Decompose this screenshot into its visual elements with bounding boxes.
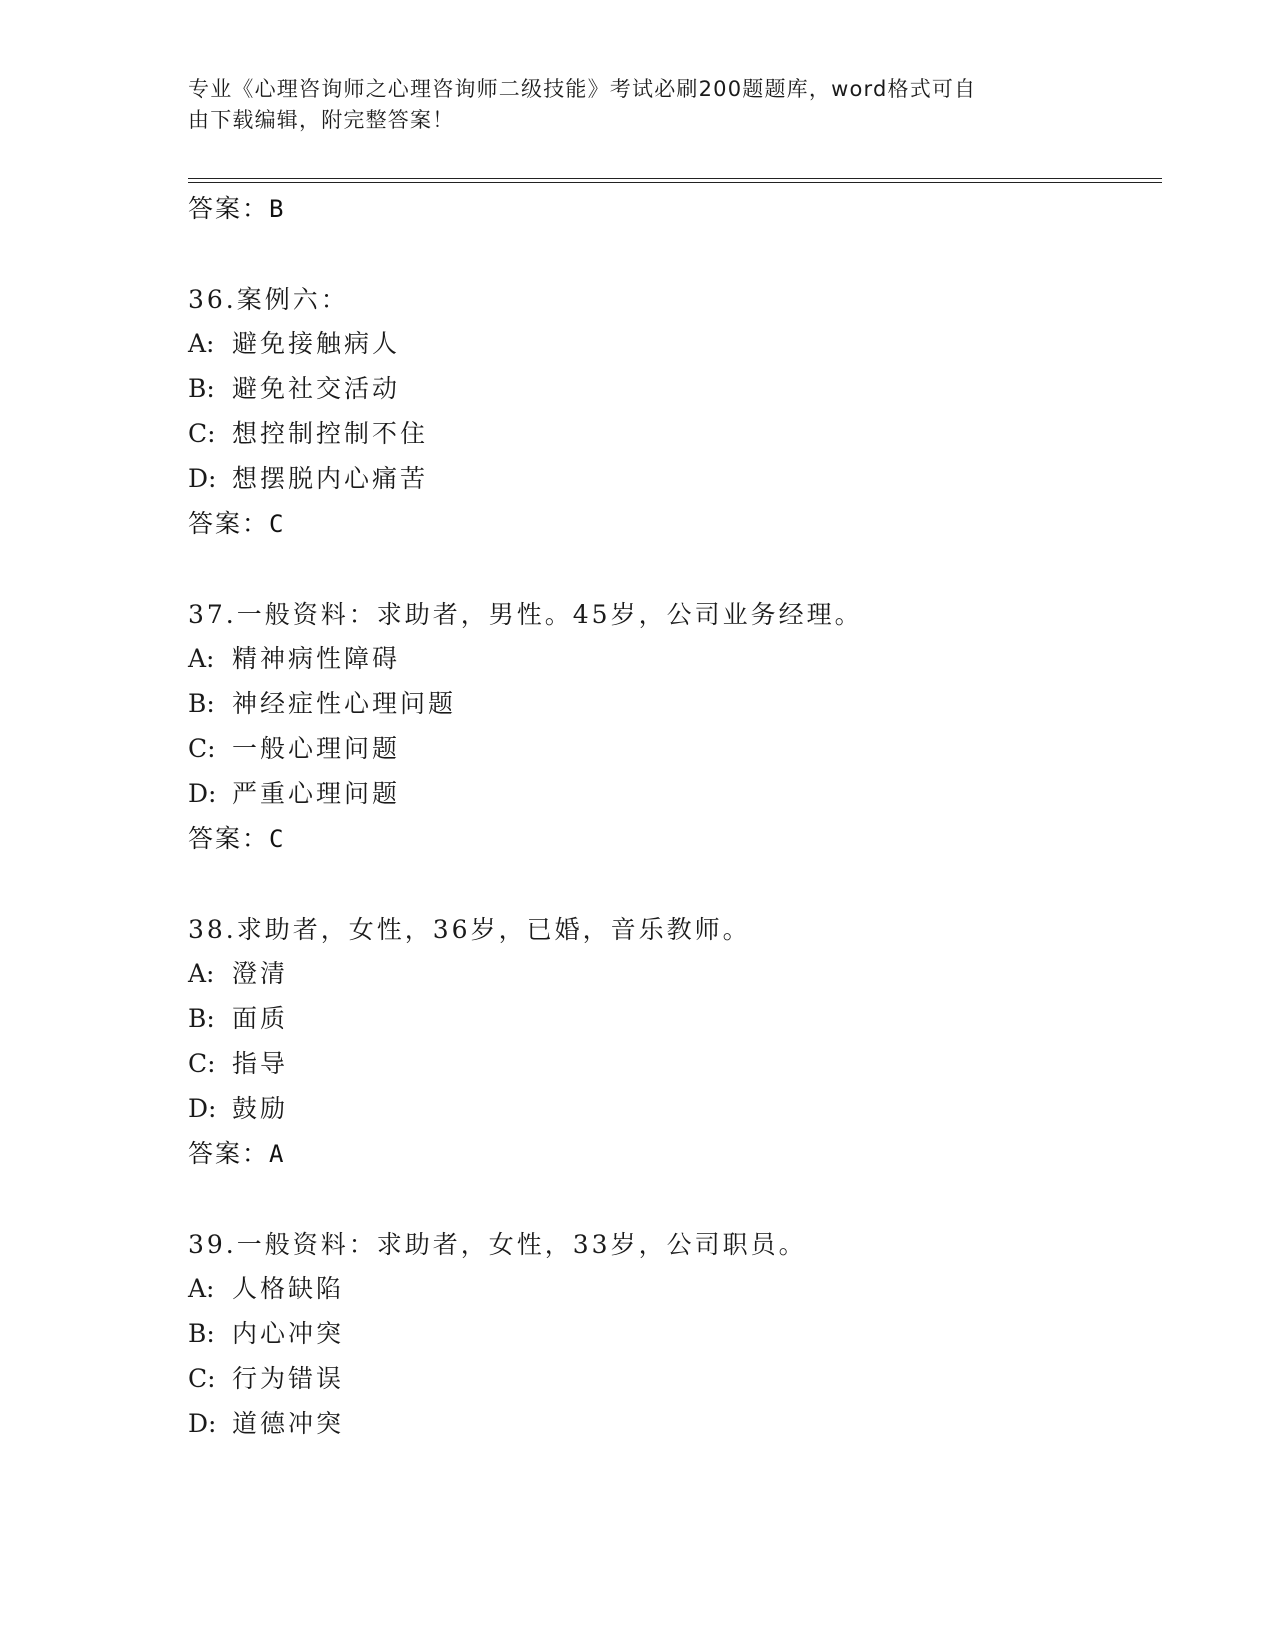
- option-text: 面质: [232, 1004, 289, 1033]
- option-a: [188, 328, 400, 360]
- option-letter: C:: [188, 1049, 216, 1078]
- answer-line: [188, 1138, 285, 1170]
- answer-label: 答案：: [188, 1139, 270, 1168]
- option-text: 内心冲突: [232, 1319, 345, 1348]
- option-b: [188, 373, 400, 405]
- option-text: 人格缺陷: [232, 1274, 345, 1303]
- question-stem: 36.案例六：: [188, 285, 349, 314]
- option-text: 道德冲突: [232, 1409, 345, 1438]
- option-letter: B:: [188, 1319, 215, 1348]
- option-letter: D:: [188, 779, 217, 808]
- option-letter: D:: [188, 1094, 217, 1123]
- option-a: [188, 643, 400, 675]
- option-text: 神经症性心理问题: [232, 689, 457, 718]
- document-header: [188, 74, 1068, 136]
- answer-line: [188, 508, 285, 540]
- option-c: [188, 1363, 344, 1395]
- option-letter: B:: [188, 374, 215, 403]
- option-letter: D:: [188, 464, 217, 493]
- answer-line-prev: [188, 193, 285, 225]
- option-letter: A:: [188, 959, 215, 988]
- option-letter: B:: [188, 689, 215, 718]
- option-a: [188, 1273, 344, 1305]
- option-b: [188, 688, 456, 720]
- answer-value: B: [269, 195, 286, 223]
- option-letter: C:: [188, 1364, 216, 1393]
- option-letter: C:: [188, 734, 216, 763]
- option-c: [188, 1048, 288, 1080]
- option-b: [188, 1318, 344, 1350]
- option-letter: D:: [188, 1409, 217, 1438]
- option-text: 精神病性障碍: [232, 644, 401, 673]
- option-d: [188, 1093, 288, 1125]
- answer-value: C: [269, 825, 286, 853]
- question-stem: 39.一般资料：求助者，女性，33岁，公司职员。: [188, 1230, 807, 1259]
- option-letter: A:: [188, 329, 215, 358]
- answer-label: 答案：: [188, 824, 270, 853]
- option-text: 一般心理问题: [232, 734, 401, 763]
- option-text: 澄清: [232, 959, 289, 988]
- header-line-1: 专业《心理咨询师之心理咨询师二级技能》考试必刷200题题库，word格式可自: [188, 77, 977, 101]
- header-line-2: 由下载编辑，附完整答案！: [188, 108, 455, 132]
- option-d: [188, 778, 400, 810]
- option-text: 想摆脱内心痛苦: [232, 464, 429, 493]
- option-text: 鼓励: [232, 1094, 289, 1123]
- option-a: [188, 958, 288, 990]
- answer-label: 答案：: [188, 509, 270, 538]
- option-text: 避免社交活动: [232, 374, 401, 403]
- answer-line: [188, 823, 285, 855]
- answer-value: C: [269, 510, 286, 538]
- option-letter: A:: [188, 1274, 215, 1303]
- option-text: 严重心理问题: [232, 779, 401, 808]
- answer-label: 答案：: [188, 194, 270, 223]
- option-d: [188, 1408, 344, 1440]
- question-stem: 38.求助者，女性，36岁，已婚，音乐教师。: [188, 915, 751, 944]
- option-text: 指导: [232, 1049, 289, 1078]
- option-text: 避免接触病人: [232, 329, 401, 358]
- option-d: [188, 463, 428, 495]
- header-divider-top: [188, 178, 1162, 179]
- option-letter: B:: [188, 1004, 215, 1033]
- option-letter: C:: [188, 419, 216, 448]
- option-text: 行为错误: [232, 1364, 345, 1393]
- option-letter: A:: [188, 644, 215, 673]
- option-b: [188, 1003, 288, 1035]
- answer-value: A: [269, 1140, 286, 1168]
- option-c: [188, 418, 428, 450]
- option-text: 想控制控制不住: [232, 419, 429, 448]
- header-divider-bottom: [188, 182, 1162, 183]
- option-c: [188, 733, 400, 765]
- question-stem: 37.一般资料：求助者，男性。45岁，公司业务经理。: [188, 600, 863, 629]
